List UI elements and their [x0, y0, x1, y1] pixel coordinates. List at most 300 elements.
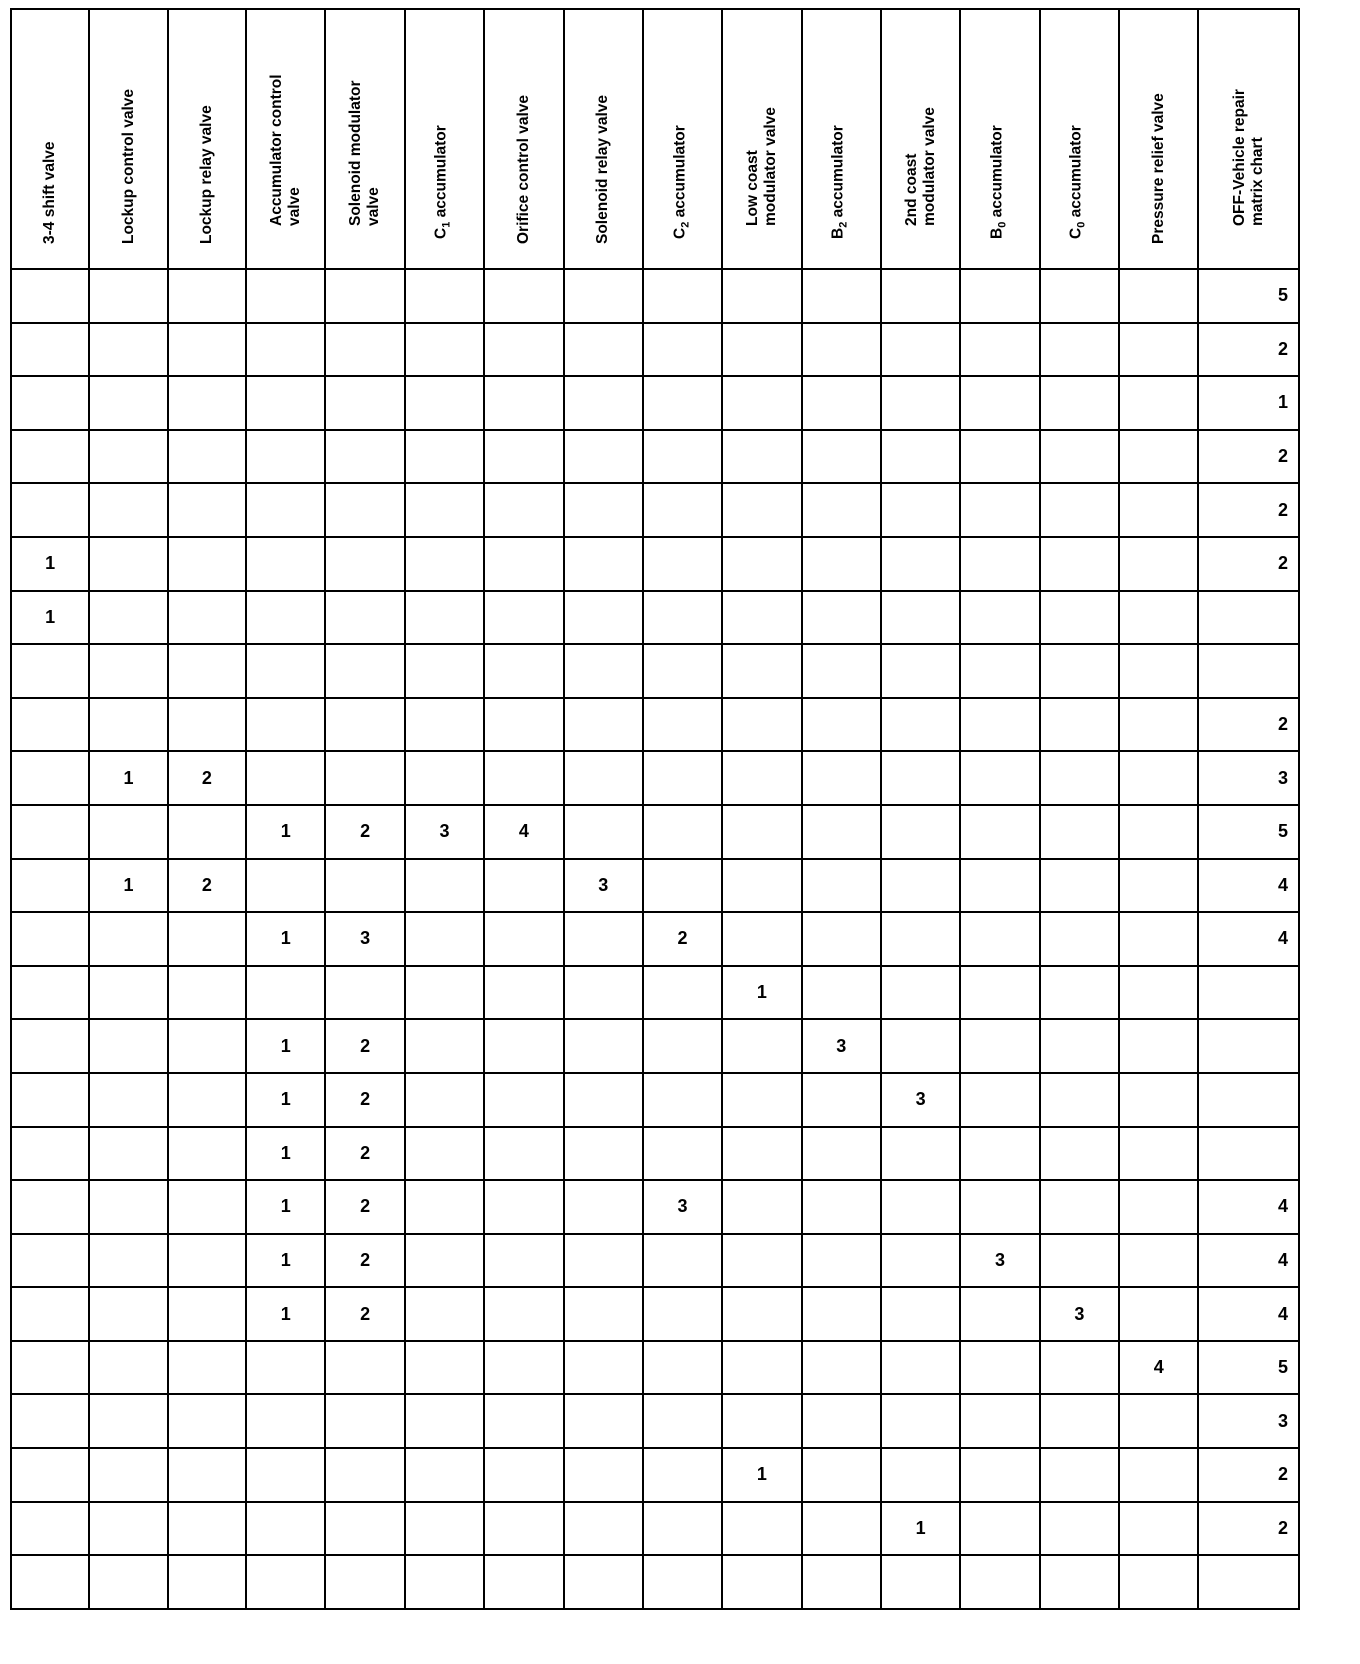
column-header-label: Low coast modulator valve	[743, 107, 779, 226]
table-cell	[960, 537, 1039, 591]
table-cell	[246, 1448, 325, 1502]
table-cell	[246, 376, 325, 430]
column-header	[960, 9, 1039, 269]
table-cell	[881, 1127, 960, 1181]
table-cell	[960, 805, 1039, 859]
table-cell	[1119, 1073, 1198, 1127]
table-cell	[564, 1287, 643, 1341]
table-cell	[1119, 966, 1198, 1020]
table-cell	[1119, 751, 1198, 805]
table-cell	[802, 859, 881, 913]
table-cell: 1	[246, 1127, 325, 1181]
table-cell: 2	[325, 1127, 404, 1181]
column-header-label: Solenoid modulator valve	[347, 80, 383, 226]
table-cell	[802, 269, 881, 323]
table-cell	[246, 430, 325, 484]
table-cell	[960, 1394, 1039, 1448]
table-cell	[643, 1341, 722, 1395]
table-cell	[1119, 269, 1198, 323]
column-header	[1119, 9, 1198, 269]
table-cell	[960, 1341, 1039, 1395]
table-cell	[11, 323, 89, 377]
table-cell	[802, 430, 881, 484]
table-cell	[89, 430, 167, 484]
table-cell: 1	[246, 1019, 325, 1073]
table-cell	[405, 1180, 484, 1234]
table-cell	[405, 644, 484, 698]
table-cell	[405, 1555, 484, 1609]
table-cell	[802, 323, 881, 377]
table-cell: 1	[881, 1502, 960, 1556]
table-cell	[960, 376, 1039, 430]
table-cell	[325, 644, 404, 698]
table-cell	[89, 1073, 167, 1127]
table-cell	[1119, 430, 1198, 484]
table-cell	[168, 912, 246, 966]
table-cell	[802, 1127, 881, 1181]
table-cell	[802, 537, 881, 591]
table-row	[11, 1555, 1299, 1609]
table-cell	[405, 537, 484, 591]
table-cell: 3	[960, 1234, 1039, 1288]
table-cell	[405, 483, 484, 537]
table-cell	[11, 751, 89, 805]
table-cell	[168, 644, 246, 698]
table-cell	[881, 1448, 960, 1502]
column-header	[802, 9, 881, 269]
table-cell	[802, 805, 881, 859]
table-cell	[89, 966, 167, 1020]
table-cell	[89, 1555, 167, 1609]
table-cell: 2	[1198, 537, 1299, 591]
table-cell	[1040, 805, 1119, 859]
table-cell: 2	[325, 1019, 404, 1073]
table-cell: 2	[1198, 1448, 1299, 1502]
table-cell	[11, 1394, 89, 1448]
table-cell	[722, 1234, 801, 1288]
table-cell	[881, 1234, 960, 1288]
table-cell	[881, 912, 960, 966]
table-cell	[643, 1448, 722, 1502]
table-cell	[484, 751, 563, 805]
table-cell	[564, 323, 643, 377]
table-cell	[881, 269, 960, 323]
table-cell	[1119, 1019, 1198, 1073]
table-cell	[1119, 1234, 1198, 1288]
table-cell	[484, 1073, 563, 1127]
table-cell: 3	[1198, 751, 1299, 805]
table-row	[11, 859, 1299, 913]
table-cell	[564, 1127, 643, 1181]
table-cell	[405, 1127, 484, 1181]
table-cell	[564, 1073, 643, 1127]
table-cell	[881, 1287, 960, 1341]
table-cell	[246, 644, 325, 698]
table-cell	[89, 1019, 167, 1073]
table-cell	[1119, 537, 1198, 591]
table-cell	[564, 698, 643, 752]
table-cell	[325, 430, 404, 484]
table-cell	[484, 323, 563, 377]
table-cell	[960, 1287, 1039, 1341]
table-cell	[643, 805, 722, 859]
table-cell	[325, 1394, 404, 1448]
table-cell	[802, 644, 881, 698]
table-cell	[722, 698, 801, 752]
table-cell	[89, 323, 167, 377]
table-cell	[484, 859, 563, 913]
table-cell	[405, 912, 484, 966]
table-cell	[881, 537, 960, 591]
table-cell	[802, 1073, 881, 1127]
table-cell	[960, 751, 1039, 805]
table-cell	[168, 1341, 246, 1395]
table-cell: 2	[325, 805, 404, 859]
table-cell	[325, 269, 404, 323]
table-cell	[1040, 1555, 1119, 1609]
table-cell	[643, 644, 722, 698]
table-cell: 3	[325, 912, 404, 966]
table-cell	[802, 1555, 881, 1609]
table-cell	[168, 591, 246, 645]
table-cell	[643, 591, 722, 645]
table-cell	[564, 483, 643, 537]
table-cell: 3	[564, 859, 643, 913]
column-header	[722, 9, 801, 269]
table-cell	[1040, 269, 1119, 323]
table-cell: 2	[325, 1180, 404, 1234]
column-header	[1198, 9, 1299, 269]
table-cell: 3	[1040, 1287, 1119, 1341]
table-cell	[484, 376, 563, 430]
column-header	[11, 9, 89, 269]
table-cell: 4	[1198, 859, 1299, 913]
table-cell: 2	[325, 1287, 404, 1341]
table-cell: 4	[1198, 1287, 1299, 1341]
table-cell	[722, 859, 801, 913]
table-cell	[168, 1394, 246, 1448]
table-cell	[881, 1019, 960, 1073]
table-cell	[1198, 1127, 1299, 1181]
table-cell	[168, 1019, 246, 1073]
table-cell	[246, 591, 325, 645]
table-cell	[960, 1448, 1039, 1502]
table-cell	[1119, 912, 1198, 966]
table-cell: 2	[168, 859, 246, 913]
table-cell: 4	[1198, 912, 1299, 966]
table-cell	[405, 376, 484, 430]
column-header	[168, 9, 246, 269]
table-cell	[246, 1394, 325, 1448]
table-cell	[11, 1555, 89, 1609]
table-cell	[802, 966, 881, 1020]
table-cell	[643, 1127, 722, 1181]
table-cell	[722, 1555, 801, 1609]
table-cell: 5	[1198, 1341, 1299, 1395]
table-cell	[564, 966, 643, 1020]
table-cell	[484, 1180, 563, 1234]
table-cell	[1119, 1394, 1198, 1448]
table-row	[11, 966, 1299, 1020]
table-cell	[484, 1287, 563, 1341]
table-cell	[484, 698, 563, 752]
matrix-body	[11, 269, 1299, 1609]
table-cell	[1040, 644, 1119, 698]
table-cell	[246, 323, 325, 377]
table-cell	[802, 1287, 881, 1341]
table-cell	[960, 644, 1039, 698]
table-cell	[168, 269, 246, 323]
table-cell	[564, 751, 643, 805]
table-row	[11, 1019, 1299, 1073]
table-cell	[484, 1394, 563, 1448]
column-header-label: Pressure relief valve	[1149, 93, 1167, 244]
table-cell	[722, 1073, 801, 1127]
table-cell	[881, 698, 960, 752]
table-cell	[246, 1555, 325, 1609]
table-cell: 4	[484, 805, 563, 859]
table-cell	[1119, 805, 1198, 859]
column-header-label: Solenoid relay valve	[594, 94, 612, 244]
table-row	[11, 751, 1299, 805]
table-cell	[11, 1127, 89, 1181]
table-cell	[960, 1073, 1039, 1127]
table-cell	[643, 483, 722, 537]
table-cell	[168, 376, 246, 430]
table-cell	[246, 537, 325, 591]
table-cell: 1	[89, 751, 167, 805]
table-cell: 2	[1198, 483, 1299, 537]
table-cell	[11, 966, 89, 1020]
table-cell	[960, 269, 1039, 323]
table-cell	[246, 269, 325, 323]
table-cell	[1119, 698, 1198, 752]
table-cell	[325, 483, 404, 537]
table-cell	[1040, 1341, 1119, 1395]
table-cell	[11, 805, 89, 859]
table-cell	[1040, 1073, 1119, 1127]
table-cell	[722, 376, 801, 430]
table-cell: 1	[1198, 376, 1299, 430]
table-cell	[1119, 859, 1198, 913]
table-cell	[643, 1555, 722, 1609]
table-cell	[484, 1019, 563, 1073]
table-cell	[1119, 1502, 1198, 1556]
table-cell: 1	[246, 1234, 325, 1288]
table-cell	[168, 1287, 246, 1341]
table-cell	[1119, 1180, 1198, 1234]
column-header	[1040, 9, 1119, 269]
table-cell: 2	[325, 1234, 404, 1288]
column-header-label: $C_1$ accumulator	[432, 125, 454, 239]
table-cell	[405, 323, 484, 377]
table-cell: 2	[1198, 323, 1299, 377]
table-row	[11, 537, 1299, 591]
table-cell	[89, 1287, 167, 1341]
table-cell: 4	[1119, 1341, 1198, 1395]
table-cell	[1040, 591, 1119, 645]
table-cell	[564, 1341, 643, 1395]
table-cell: 1	[11, 591, 89, 645]
table-cell	[484, 1502, 563, 1556]
table-cell	[168, 483, 246, 537]
table-cell	[1040, 1502, 1119, 1556]
column-header-row	[11, 9, 1299, 269]
table-cell: 3	[405, 805, 484, 859]
table-cell	[1040, 323, 1119, 377]
table-cell	[484, 591, 563, 645]
column-header-label: 2nd coast modulator valve	[902, 107, 938, 226]
table-cell	[484, 644, 563, 698]
table-cell	[643, 1234, 722, 1288]
table-cell	[960, 966, 1039, 1020]
table-cell	[89, 537, 167, 591]
table-cell	[484, 1341, 563, 1395]
column-header-label: Lockup control valve	[119, 88, 137, 244]
table-cell	[722, 644, 801, 698]
table-cell	[168, 1073, 246, 1127]
table-cell	[325, 966, 404, 1020]
table-cell	[168, 966, 246, 1020]
table-cell	[11, 1448, 89, 1502]
table-cell	[168, 1180, 246, 1234]
table-cell	[246, 859, 325, 913]
table-cell	[881, 483, 960, 537]
table-cell	[802, 1234, 881, 1288]
table-cell	[881, 966, 960, 1020]
table-cell	[11, 269, 89, 323]
table-cell	[325, 376, 404, 430]
table-cell	[325, 751, 404, 805]
table-row	[11, 1073, 1299, 1127]
table-cell	[643, 1019, 722, 1073]
table-cell	[1040, 751, 1119, 805]
table-cell	[168, 1555, 246, 1609]
table-cell	[1040, 966, 1119, 1020]
table-cell	[405, 1341, 484, 1395]
column-header	[881, 9, 960, 269]
table-cell	[484, 483, 563, 537]
table-cell	[89, 1234, 167, 1288]
table-cell	[881, 751, 960, 805]
table-cell	[564, 537, 643, 591]
table-cell	[564, 805, 643, 859]
column-header-label: $C_0$ accumulator	[1067, 125, 1088, 239]
table-cell	[960, 323, 1039, 377]
table-cell: 2	[1198, 430, 1299, 484]
table-row	[11, 323, 1299, 377]
table-cell	[722, 483, 801, 537]
table-cell	[325, 859, 404, 913]
table-cell	[643, 323, 722, 377]
table-cell	[802, 912, 881, 966]
table-cell	[1119, 591, 1198, 645]
table-cell	[881, 376, 960, 430]
table-cell	[564, 1394, 643, 1448]
table-cell: 1	[722, 1448, 801, 1502]
table-cell	[881, 591, 960, 645]
table-cell: 2	[325, 1073, 404, 1127]
table-cell	[11, 698, 89, 752]
table-cell	[960, 1502, 1039, 1556]
table-cell	[405, 859, 484, 913]
table-cell: 4	[1198, 1180, 1299, 1234]
table-row	[11, 430, 1299, 484]
table-cell	[1040, 1394, 1119, 1448]
table-cell	[564, 269, 643, 323]
table-cell	[1040, 537, 1119, 591]
table-cell	[1198, 591, 1299, 645]
table-cell	[1040, 1234, 1119, 1288]
table-cell	[960, 591, 1039, 645]
table-cell: 1	[246, 1287, 325, 1341]
table-cell	[722, 1502, 801, 1556]
table-cell	[89, 1448, 167, 1502]
table-cell	[802, 376, 881, 430]
table-cell	[1040, 376, 1119, 430]
table-cell	[168, 805, 246, 859]
table-cell	[1198, 1019, 1299, 1073]
table-cell	[802, 751, 881, 805]
table-cell: 4	[1198, 1234, 1299, 1288]
table-cell	[246, 483, 325, 537]
table-cell	[881, 644, 960, 698]
column-header-label: 3-4 shift valve	[41, 141, 59, 244]
table-cell	[89, 1394, 167, 1448]
table-cell	[643, 751, 722, 805]
table-cell	[722, 1287, 801, 1341]
table-cell	[960, 1180, 1039, 1234]
table-cell	[246, 751, 325, 805]
table-cell	[11, 644, 89, 698]
table-cell	[11, 912, 89, 966]
table-cell	[802, 1180, 881, 1234]
table-cell	[881, 323, 960, 377]
table-cell	[643, 1394, 722, 1448]
table-cell	[722, 1019, 801, 1073]
table-row	[11, 591, 1299, 645]
column-header	[246, 9, 325, 269]
table-cell: 3	[881, 1073, 960, 1127]
table-cell	[722, 751, 801, 805]
table-cell	[1198, 644, 1299, 698]
table-cell	[484, 1448, 563, 1502]
table-cell	[564, 1019, 643, 1073]
table-cell	[11, 376, 89, 430]
table-cell	[802, 483, 881, 537]
table-cell	[325, 1341, 404, 1395]
table-cell	[643, 376, 722, 430]
table-cell	[881, 430, 960, 484]
table-cell	[802, 698, 881, 752]
table-cell	[881, 1555, 960, 1609]
table-cell	[960, 430, 1039, 484]
table-cell	[246, 1502, 325, 1556]
table-cell	[168, 698, 246, 752]
column-header	[643, 9, 722, 269]
table-cell: 1	[246, 805, 325, 859]
table-cell	[1119, 1287, 1198, 1341]
table-row	[11, 698, 1299, 752]
column-header	[564, 9, 643, 269]
table-row	[11, 1180, 1299, 1234]
column-header-label: Accumulator control valve	[267, 74, 303, 226]
table-cell	[564, 1555, 643, 1609]
table-cell	[643, 1502, 722, 1556]
column-header	[405, 9, 484, 269]
table-cell	[960, 859, 1039, 913]
table-cell	[643, 698, 722, 752]
